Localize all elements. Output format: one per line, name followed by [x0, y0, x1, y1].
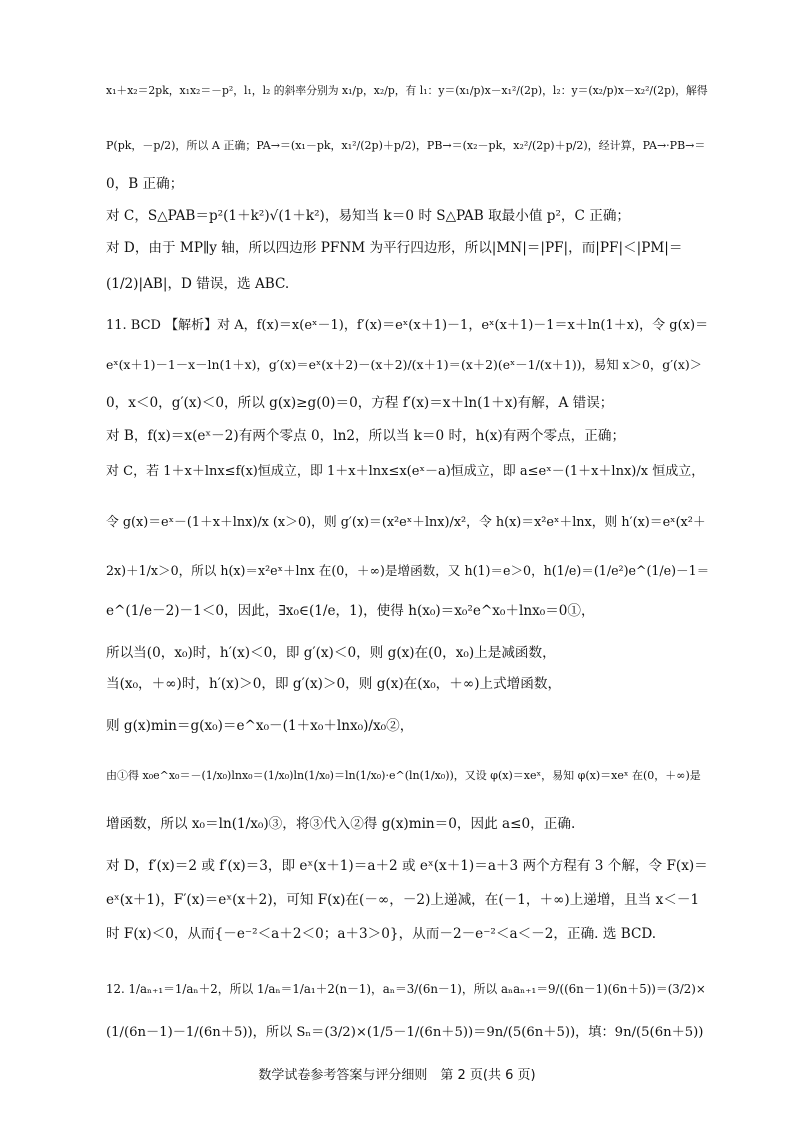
text-line: 对 D，f′(x)＝2 或 f′(x)＝3，即 eˣ(x＋1)＝a＋2 或 eˣ(x＋1)＝a＋3 两个方程有 3 个解，令 F(x)＝ [106, 858, 708, 874]
text-line: eˣ(x＋1)，F′(x)＝eˣ(x＋2)，可知 F(x)在(－∞，－2)上递减，在(－1，＋∞)上递增，且当 x＜－1 [106, 892, 700, 908]
text-line: 2x)＋1/x＞0，所以 h(x)＝x²eˣ＋lnx 在(0，＋∞)是增函数，又 h(1)＝e＞0，h(1/e)＝(1/e²)e^(1/e)－1＝ [106, 563, 710, 578]
page-footer: 数学试卷参考答案与评分细则 第 2 页(共 6 页) [258, 1068, 536, 1083]
text-line: (1/2)|AB|，D 错误，选 ABC. [106, 276, 290, 292]
text-line: 则 g(x)min＝g(x₀)＝e^x₀－(1＋x₀＋lnx₀)/x₀②， [106, 718, 414, 734]
text-line: 当(x₀，＋∞)时，h′(x)＞0，即 g′(x)＞0，则 g(x)在(x₀，＋∞)上式增函数， [106, 676, 562, 692]
text-line: 对 B，f(x)＝x(eˣ－2)有两个零点 0，ln2，所以当 k＝0 时，h(x)有两个零点，正确； [106, 428, 626, 444]
text-line: P(pk，－p/2)，所以 A 正确；PA→＝(x₁－pk，x₁²/(2p)＋p/2)，PB→＝(x₂－pk，x₂²/(2p)＋p/2)，经计算，PA→·PB→＝ [106, 139, 706, 152]
text-line: 对 C，若 1＋x＋lnx≤f(x)恒成立，即 1＋x＋lnx≤x(eˣ－a)恒成立，即 a≤eˣ－(1＋x＋lnx)/x 恒成立， [106, 464, 705, 479]
text-line: 对 D，由于 MP∥y 轴，所以四边形 PFNM 为平行四边形，所以|MN|＝|PF|，而|PF|＜|PM|＝ [106, 240, 683, 256]
text-line: x₁＋x₂＝2pk，x₁x₂＝－p²，l₁，l₂ 的斜率分别为 x₁/p，x₂/p，有 l₁：y＝(x₁/p)x－x₁²/(2p)，l₂：y＝(x₂/p)x－x₂²/(2p)，解得 [106, 84, 708, 97]
text-line: 0，x＜0，g′(x)＜0，所以 g(x)≥g(0)＝0，方程 f′(x)＝x＋ln(1＋x)有解，A 错误； [106, 395, 614, 411]
text-line: 所以当(0，x₀)时，h′(x)＜0，即 g′(x)＜0，则 g(x)在(0，x₀)上是减函数， [106, 645, 556, 661]
text-line: e^(1/e－2)－1＜0，因此，∃x₀∈(1/e，1)，使得 h(x₀)＝x₀²e^x₀＋lnx₀＝0①， [106, 603, 595, 619]
text-line: eˣ(x＋1)－1－x－ln(1＋x)，g′(x)＝eˣ(x＋2)－(x＋2)/(x＋1)＝(x＋2)(eˣ－1/(x＋1))，易知 x＞0，g′(x)＞ [106, 357, 703, 372]
text-line: 令 g(x)＝eˣ－(1＋x＋lnx)/x (x＞0)，则 g′(x)＝(x²eˣ＋lnx)/x²，令 h(x)＝x²eˣ＋lnx，则 h′(x)＝eˣ(x²＋ [106, 515, 706, 530]
text-line: 增函数，所以 x₀＝ln(1/x₀)③，将③代入②得 g(x)min＝0，因此 a≤0，正确. [106, 816, 576, 832]
text-line: 由①得 x₀e^x₀＝－(1/x₀)lnx₀＝(1/x₀)ln(1/x₀)＝ln(1/x₀)·e^(ln(1/x₀))，又设 φ(x)＝xeˣ，易知 φ(x)＝xeˣ 在(0，＋∞)是 [106, 769, 701, 782]
text-line: 时 F(x)＜0，从而{－e⁻²＜a＋2＜0；a＋3＞0}，从而－2－e⁻²＜a＜－2，正确. 选 BCD. [106, 926, 657, 942]
question-11-line: 11. BCD 【解析】对 A，f(x)＝x(eˣ－1)，f′(x)＝eˣ(x＋1)－1，eˣ(x＋1)－1＝x＋ln(1＋x)，令 g(x)＝ [106, 318, 709, 333]
question-12-line: 12. 1/aₙ₊₁＝1/aₙ＋2，所以 1/aₙ＝1/a₁＋2(n－1)，aₙ＝3/(6n－1)，所以 aₙaₙ₊₁＝9/((6n－1)(6n＋5))＝(3/2)× [106, 982, 706, 996]
text-line: (1/(6n－1)－1/(6n＋5))，所以 Sₙ＝(3/2)×(1/5－1/(6n＋5))＝9n/(5(6n＋5))，填：9n/(5(6n＋5)) [106, 1025, 704, 1040]
text-line: 0，B 正确； [106, 176, 184, 192]
text-line: 对 C，S△PAB＝p²(1＋k²)√(1＋k²)，易知当 k＝0 时 S△PAB 取最小值 p²，C 正确； [106, 208, 631, 224]
